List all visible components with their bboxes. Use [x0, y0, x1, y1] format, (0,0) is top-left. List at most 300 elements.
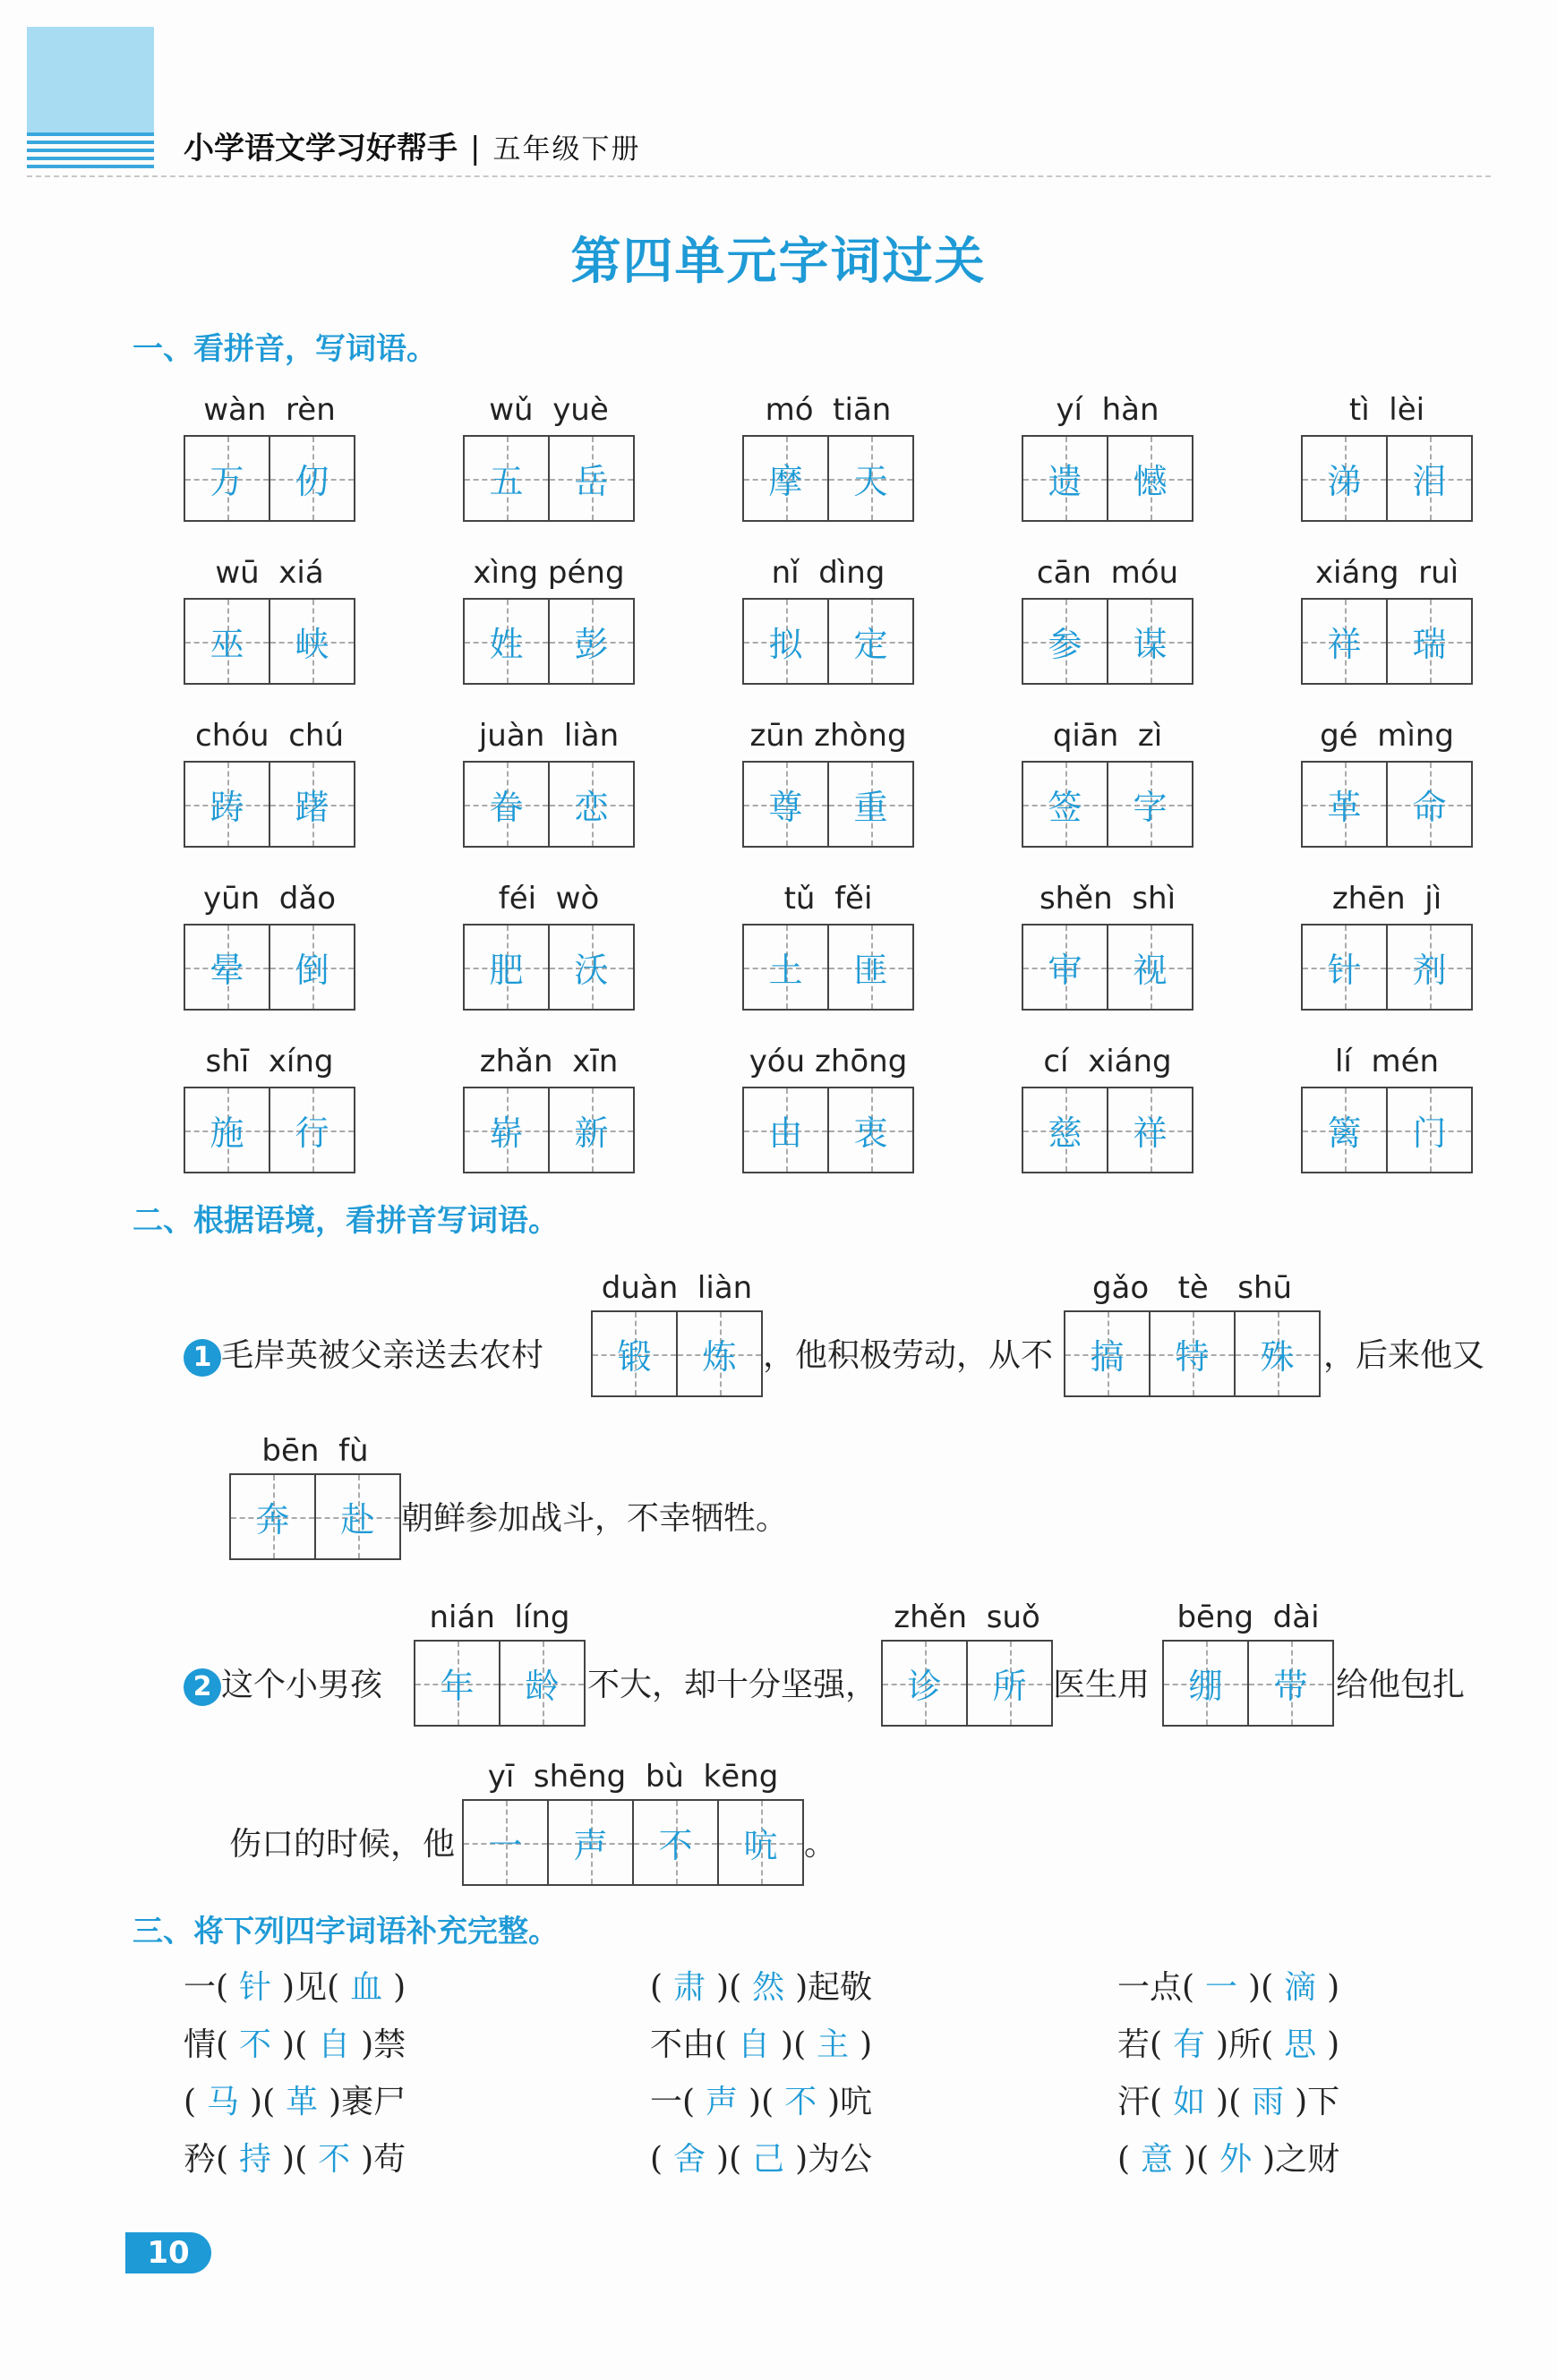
- q2-answer-box-2[interactable]: [881, 1599, 1053, 1727]
- pinyin-label: qiān zì: [1052, 718, 1163, 754]
- answer-boxes[interactable]: [414, 1640, 586, 1727]
- char-box[interactable]: [465, 1088, 548, 1172]
- answer-char: 定: [853, 625, 888, 664]
- answer-char: 崭: [489, 1113, 524, 1153]
- char-box[interactable]: [676, 1312, 761, 1395]
- answer-char: 眷: [489, 788, 524, 827]
- word-boxes[interactable]: [1301, 598, 1473, 685]
- char-box[interactable]: [1247, 1642, 1332, 1725]
- answer-char: 倒: [295, 951, 329, 990]
- answer-char: 诊: [907, 1667, 942, 1706]
- idiom-answer[interactable]: 如: [1173, 2084, 1206, 2120]
- q2-text-2: 不大，却十分坚强，: [587, 1667, 878, 1703]
- q2-answer-box-4[interactable]: [462, 1759, 804, 1886]
- char-box[interactable]: [231, 1475, 314, 1558]
- char-box[interactable]: [827, 763, 912, 846]
- word-item: [184, 711, 355, 874]
- char-box[interactable]: [464, 1801, 547, 1884]
- char-box[interactable]: [1234, 1312, 1319, 1395]
- char-box[interactable]: [1386, 1088, 1471, 1172]
- pinyin-label: zūn zhòng: [749, 718, 907, 754]
- word-boxes[interactable]: [184, 924, 355, 1011]
- answer-char: 万: [210, 462, 244, 501]
- header-divider: [27, 175, 1491, 177]
- q2-text-1: 这个小男孩: [221, 1667, 383, 1703]
- char-box[interactable]: [1107, 600, 1192, 683]
- section-2-title: 二、根据语境，看拼音写词语。: [133, 1203, 559, 1239]
- pinyin-label: gé mìng: [1320, 718, 1454, 754]
- grid-row: [184, 385, 1473, 548]
- answer-char: 剂: [1412, 951, 1447, 990]
- word-item: [463, 548, 635, 711]
- answer-char: 命: [1412, 788, 1447, 827]
- char-box[interactable]: [548, 437, 633, 520]
- char-box[interactable]: [1303, 1088, 1386, 1172]
- word-item: [184, 874, 355, 1036]
- idiom-item: [1117, 1962, 1339, 2008]
- char-box[interactable]: [827, 1088, 912, 1172]
- idiom-text: (: [184, 2084, 197, 2120]
- answer-char: 不: [658, 1826, 693, 1865]
- char-box[interactable]: [499, 1642, 584, 1725]
- answer-char: 搞: [1090, 1337, 1125, 1377]
- answer-char: 五: [489, 462, 524, 501]
- idiom-text: (: [1117, 2141, 1131, 2178]
- header-title: [184, 124, 640, 167]
- char-box[interactable]: [744, 437, 827, 520]
- idiom-item: [650, 2019, 872, 2065]
- answer-char: 字: [1133, 788, 1168, 827]
- word-boxes[interactable]: [1301, 761, 1473, 848]
- char-box[interactable]: [548, 926, 633, 1009]
- idiom-item: [650, 1962, 872, 2008]
- pinyin-label: wǔ yuè: [489, 392, 609, 428]
- idiom-text: )裹尸: [329, 2084, 406, 2120]
- answer-char: 憾: [1133, 462, 1168, 501]
- answer-char: 彭: [574, 625, 609, 664]
- word-item: [463, 711, 635, 874]
- char-box[interactable]: [1386, 763, 1471, 846]
- answer-char: 赴: [340, 1500, 375, 1540]
- idiom-text: 汗(: [1117, 2084, 1163, 2120]
- idiom-text: ): [1327, 2026, 1340, 2063]
- word-boxes[interactable]: [1301, 435, 1473, 522]
- char-box[interactable]: [717, 1801, 802, 1884]
- char-box[interactable]: [185, 600, 269, 683]
- char-box[interactable]: [1023, 926, 1107, 1009]
- answer-char: 晕: [210, 951, 244, 990]
- word-item: [184, 1036, 355, 1199]
- idiom-text: ): [860, 2026, 873, 2063]
- char-box[interactable]: [269, 437, 354, 520]
- answer-char: 炼: [702, 1337, 737, 1377]
- word-boxes[interactable]: [742, 435, 914, 522]
- pinyin-label: cān móu: [1036, 555, 1179, 591]
- char-box[interactable]: [1386, 600, 1471, 683]
- answer-char: 肥: [489, 951, 524, 990]
- char-box[interactable]: [1107, 926, 1192, 1009]
- char-box[interactable]: [1023, 437, 1107, 520]
- pinyin-label: juàn liàn: [478, 718, 620, 754]
- word-boxes[interactable]: [184, 761, 355, 848]
- word-item: [742, 1036, 914, 1199]
- q2-answer-box-1[interactable]: [414, 1599, 586, 1727]
- word-item: [1301, 874, 1473, 1036]
- word-boxes[interactable]: [1022, 924, 1193, 1011]
- idiom-text: 不由(: [650, 2026, 728, 2063]
- idiom-answer[interactable]: 雨: [1252, 2084, 1285, 2120]
- answer-boxes[interactable]: [462, 1799, 804, 1886]
- char-box[interactable]: [883, 1642, 966, 1725]
- pinyin-label: wàn rèn: [203, 392, 336, 428]
- pinyin-label: duàn liàn: [601, 1270, 753, 1306]
- char-box[interactable]: [269, 763, 354, 846]
- answer-char: 革: [1327, 788, 1362, 827]
- answer-char: 重: [853, 788, 888, 827]
- q2-text-6: 。: [804, 1826, 837, 1863]
- char-box[interactable]: [269, 926, 354, 1009]
- idiom-item: [184, 2077, 406, 2122]
- idiom-text: (: [650, 2141, 663, 2178]
- idiom-answer[interactable]: 针: [239, 1969, 272, 2006]
- word-item: [1022, 385, 1193, 548]
- char-box[interactable]: [185, 437, 269, 520]
- question-number-badge: 1: [184, 1339, 221, 1377]
- grid-row: [184, 1036, 1473, 1199]
- idiom-item: [184, 1962, 406, 2008]
- pinyin-label: gǎo tè shū: [1091, 1270, 1293, 1306]
- answer-char: 尊: [768, 788, 803, 827]
- char-box[interactable]: [269, 1088, 354, 1172]
- answer-char: 吭: [743, 1826, 778, 1865]
- idiom-answer[interactable]: 然: [752, 1969, 785, 2006]
- idiom-text: )(: [1184, 2141, 1210, 2178]
- answer-char: 特: [1175, 1337, 1210, 1377]
- word-item: [184, 548, 355, 711]
- char-box[interactable]: [744, 1088, 827, 1172]
- idiom-text: 一(: [184, 1969, 229, 2006]
- answer-boxes[interactable]: [1162, 1640, 1334, 1727]
- pinyin-label: shī xíng: [205, 1044, 334, 1079]
- pinyin-label: lí mén: [1334, 1044, 1440, 1079]
- idiom-text: )(: [1216, 2084, 1242, 2120]
- pinyin-label: mó tiān: [765, 392, 892, 428]
- section-3-title: 三、将下列四字词语补充完整。: [133, 1914, 559, 1949]
- pinyin-label: bēn fù: [261, 1433, 369, 1469]
- idiom-item: [650, 2134, 872, 2180]
- char-box[interactable]: [185, 763, 269, 846]
- char-box[interactable]: [1303, 763, 1386, 846]
- word-boxes[interactable]: [1022, 598, 1193, 685]
- idiom-answer[interactable]: 不: [784, 2084, 817, 2120]
- char-box[interactable]: [1303, 600, 1386, 683]
- answer-char: 谋: [1133, 625, 1168, 664]
- word-boxes[interactable]: [463, 761, 635, 848]
- idiom-text: )(: [282, 2026, 308, 2063]
- answer-char: 泪: [1412, 462, 1447, 501]
- char-box[interactable]: [548, 600, 633, 683]
- grid-row: [184, 711, 1473, 874]
- answer-boxes[interactable]: [229, 1473, 401, 1560]
- idiom-text: )为公: [795, 2141, 873, 2178]
- idiom-text: 一点(: [1117, 1969, 1195, 2006]
- idiom-text: )所(: [1216, 2026, 1274, 2063]
- answer-char: 新: [574, 1113, 609, 1153]
- char-box[interactable]: [1023, 600, 1107, 683]
- q2-text-4: 给他包扎: [1336, 1667, 1466, 1703]
- idiom-text: )(: [282, 2141, 308, 2178]
- idiom-answer[interactable]: 血: [350, 1969, 383, 2006]
- idiom-answer[interactable]: 不: [239, 2026, 272, 2063]
- idiom-item: [1117, 2134, 1339, 2180]
- book-subtitle: 五年级下册: [492, 133, 641, 166]
- char-box[interactable]: [269, 600, 354, 683]
- idiom-answer[interactable]: 声: [706, 2084, 739, 2120]
- char-box[interactable]: [1303, 926, 1386, 1009]
- pinyin-label: chóu chú: [195, 718, 344, 754]
- word-boxes[interactable]: [184, 435, 355, 522]
- answer-char: 年: [440, 1667, 475, 1706]
- char-box[interactable]: [1023, 1088, 1107, 1172]
- answer-char: 视: [1133, 951, 1168, 990]
- idiom-text: )(: [1248, 1969, 1274, 2006]
- idiom-answer[interactable]: 持: [239, 2141, 272, 2178]
- answer-char: 龄: [525, 1667, 560, 1706]
- idiom-answer[interactable]: 肃: [673, 1969, 706, 2006]
- char-box[interactable]: [465, 437, 548, 520]
- word-boxes[interactable]: [184, 598, 355, 685]
- char-box[interactable]: [465, 600, 548, 683]
- idiom-answer[interactable]: 意: [1141, 2141, 1174, 2178]
- answer-char: 所: [992, 1667, 1027, 1706]
- pinyin-label: yóu zhōng: [749, 1044, 908, 1079]
- pinyin-label: zhǎn xīn: [479, 1044, 619, 1079]
- word-boxes[interactable]: [742, 598, 914, 685]
- char-box[interactable]: [827, 926, 912, 1009]
- word-boxes[interactable]: [184, 1087, 355, 1173]
- idiom-text: 一(: [650, 2084, 696, 2120]
- word-item: [742, 711, 914, 874]
- idiom-answer[interactable]: 马: [207, 2084, 240, 2120]
- char-box[interactable]: [632, 1801, 717, 1884]
- char-box[interactable]: [1386, 926, 1471, 1009]
- char-box[interactable]: [827, 600, 912, 683]
- q1-answer-box-1[interactable]: [591, 1270, 763, 1397]
- char-box[interactable]: [548, 1088, 633, 1172]
- pinyin-label: xiáng ruì: [1314, 555, 1459, 591]
- idiom-text: )起敬: [795, 1969, 873, 2006]
- answer-char: 参: [1048, 625, 1082, 664]
- char-box[interactable]: [744, 763, 827, 846]
- answer-char: 行: [295, 1113, 329, 1153]
- char-box[interactable]: [744, 600, 827, 683]
- word-item: [1022, 711, 1193, 874]
- answer-char: 拟: [768, 625, 803, 664]
- idiom-item: [1117, 2077, 1339, 2122]
- word-boxes[interactable]: [1022, 435, 1193, 522]
- idiom-text: )之财: [1262, 2141, 1340, 2178]
- q1-text-3: ，后来他又: [1323, 1337, 1485, 1374]
- answer-char: 土: [768, 951, 803, 990]
- pinyin-label: zhēn jì: [1331, 881, 1442, 917]
- answer-char: 遗: [1048, 462, 1082, 501]
- idiom-text: )(: [250, 2084, 276, 2120]
- answer-char: 篱: [1327, 1113, 1362, 1153]
- q1-text-4: 朝鲜参加战斗，不幸牺牲。: [401, 1500, 789, 1537]
- q2-text-3: 医生用: [1053, 1667, 1151, 1703]
- char-box[interactable]: [415, 1642, 499, 1725]
- idiom-answer[interactable]: 自: [738, 2026, 771, 2063]
- word-boxes[interactable]: [1301, 924, 1473, 1011]
- answer-char: 祥: [1327, 625, 1362, 664]
- pinyin-label: tǔ fěi: [783, 881, 873, 917]
- word-boxes[interactable]: [463, 435, 635, 522]
- answer-char: 审: [1048, 951, 1082, 990]
- char-box[interactable]: [185, 1088, 269, 1172]
- answer-char: 施: [210, 1113, 244, 1153]
- idiom-answer[interactable]: 滴: [1284, 1969, 1317, 2006]
- pinyin-label: bēng dài: [1176, 1599, 1320, 1635]
- answer-char: 由: [768, 1113, 803, 1153]
- idiom-answer[interactable]: 己: [752, 2141, 785, 2178]
- q1-answer-box-3[interactable]: [229, 1433, 401, 1560]
- answer-char: 锻: [617, 1337, 652, 1377]
- grid-row: [184, 548, 1473, 711]
- idiom-answer[interactable]: 有: [1173, 2026, 1206, 2063]
- answer-char: 岳: [574, 462, 609, 501]
- char-box[interactable]: [1023, 763, 1107, 846]
- idiom-text: )禁: [361, 2026, 406, 2063]
- pinyin-label: nǐ dìng: [771, 555, 885, 591]
- word-boxes[interactable]: [1022, 1087, 1193, 1173]
- char-box[interactable]: [547, 1801, 632, 1884]
- answer-char: 峡: [295, 625, 329, 664]
- q2-text-5: 伤口的时候，他: [229, 1826, 456, 1863]
- pinyin-label: cí xiáng: [1043, 1044, 1172, 1079]
- idiom-text: 若(: [1117, 2026, 1163, 2063]
- word-item: [463, 874, 635, 1036]
- word-boxes[interactable]: [463, 924, 635, 1011]
- char-box[interactable]: [1386, 437, 1471, 520]
- word-item: [1301, 1036, 1473, 1199]
- char-box[interactable]: [1107, 437, 1192, 520]
- char-box[interactable]: [744, 926, 827, 1009]
- q2-answer-box-3[interactable]: [1162, 1599, 1334, 1727]
- answer-char: 签: [1048, 788, 1082, 827]
- idiom-text: (: [650, 1969, 663, 2006]
- header-color-block: [27, 27, 154, 132]
- pinyin-label: nián líng: [429, 1599, 570, 1635]
- word-item: [1022, 874, 1193, 1036]
- idiom-answer[interactable]: 一: [1205, 1969, 1238, 2006]
- char-box[interactable]: [1065, 1312, 1149, 1395]
- char-box[interactable]: [966, 1642, 1051, 1725]
- char-box[interactable]: [465, 763, 548, 846]
- pinyin-label: xìng péng: [473, 555, 625, 591]
- grid-row: [184, 874, 1473, 1036]
- char-box[interactable]: [1164, 1642, 1247, 1725]
- page-title: 第四单元字词过关: [570, 233, 987, 291]
- answer-boxes[interactable]: [881, 1640, 1053, 1727]
- word-boxes[interactable]: [742, 761, 914, 848]
- idiom-text: 矜(: [184, 2141, 229, 2178]
- char-box[interactable]: [1107, 1088, 1192, 1172]
- pinyin-label: yí hàn: [1056, 392, 1159, 428]
- idiom-answer[interactable]: 外: [1219, 2141, 1253, 2178]
- word-item: [184, 385, 355, 548]
- pinyin-label: yūn dǎo: [202, 881, 337, 917]
- idiom-answer[interactable]: 思: [1284, 2026, 1317, 2063]
- pinyin-label: wū xiá: [215, 555, 324, 591]
- idiom-item: [184, 2019, 406, 2065]
- answer-boxes[interactable]: [1064, 1310, 1321, 1397]
- word-boxes[interactable]: [463, 598, 635, 685]
- idiom-answer[interactable]: 自: [318, 2026, 351, 2063]
- answer-char: 仞: [295, 462, 329, 501]
- answer-char: 带: [1273, 1667, 1308, 1706]
- char-box[interactable]: [1149, 1312, 1234, 1395]
- answer-char: 奔: [255, 1500, 290, 1540]
- answer-char: 门: [1412, 1113, 1447, 1153]
- word-item: [1301, 548, 1473, 711]
- answer-char: 针: [1327, 951, 1362, 990]
- question-1-line-1: [184, 1330, 543, 1377]
- idiom-answer[interactable]: 舍: [673, 2141, 706, 2178]
- word-boxes[interactable]: [1022, 761, 1193, 848]
- char-box[interactable]: [548, 763, 633, 846]
- answer-char: 声: [573, 1826, 608, 1865]
- char-box[interactable]: [593, 1312, 676, 1395]
- answer-char: 慈: [1048, 1113, 1082, 1153]
- char-box[interactable]: [1107, 763, 1192, 846]
- char-box[interactable]: [827, 437, 912, 520]
- char-box[interactable]: [465, 926, 548, 1009]
- answer-char: 姓: [489, 625, 524, 664]
- answer-char: 殊: [1260, 1337, 1295, 1377]
- idiom-answer[interactable]: 主: [817, 2026, 850, 2063]
- word-item: [1301, 385, 1473, 548]
- answer-char: 匪: [853, 951, 888, 990]
- word-boxes[interactable]: [463, 1087, 635, 1173]
- pinyin-label: tì lèi: [1348, 392, 1425, 428]
- word-boxes[interactable]: [742, 1087, 914, 1173]
- q1-answer-box-2[interactable]: [1064, 1270, 1321, 1397]
- idiom-text: )见(: [282, 1969, 340, 2006]
- idiom-item: [184, 2134, 406, 2180]
- char-box[interactable]: [314, 1475, 399, 1558]
- idiom-text: )(: [781, 2026, 807, 2063]
- word-item: [463, 385, 635, 548]
- answer-char: 躇: [295, 788, 329, 827]
- word-boxes[interactable]: [1301, 1087, 1473, 1173]
- word-item: [742, 385, 914, 548]
- idiom-answer[interactable]: 不: [318, 2141, 351, 2178]
- answer-char: 沃: [574, 951, 609, 990]
- answer-char: 天: [853, 462, 888, 501]
- idiom-answer[interactable]: 革: [286, 2084, 319, 2120]
- idiom-text: )(: [749, 2084, 774, 2120]
- answer-char: 涕: [1327, 462, 1362, 501]
- answer-boxes[interactable]: [591, 1310, 763, 1397]
- answer-char: 绷: [1188, 1667, 1223, 1706]
- page-number: 10: [125, 2232, 211, 2273]
- answer-char: 踌: [210, 788, 244, 827]
- char-box[interactable]: [1303, 437, 1386, 520]
- q1-text-1: 毛岸英被父亲送去农村: [221, 1337, 544, 1374]
- word-boxes[interactable]: [742, 924, 914, 1011]
- idiom-text: )(: [716, 1969, 742, 2006]
- char-box[interactable]: [185, 926, 269, 1009]
